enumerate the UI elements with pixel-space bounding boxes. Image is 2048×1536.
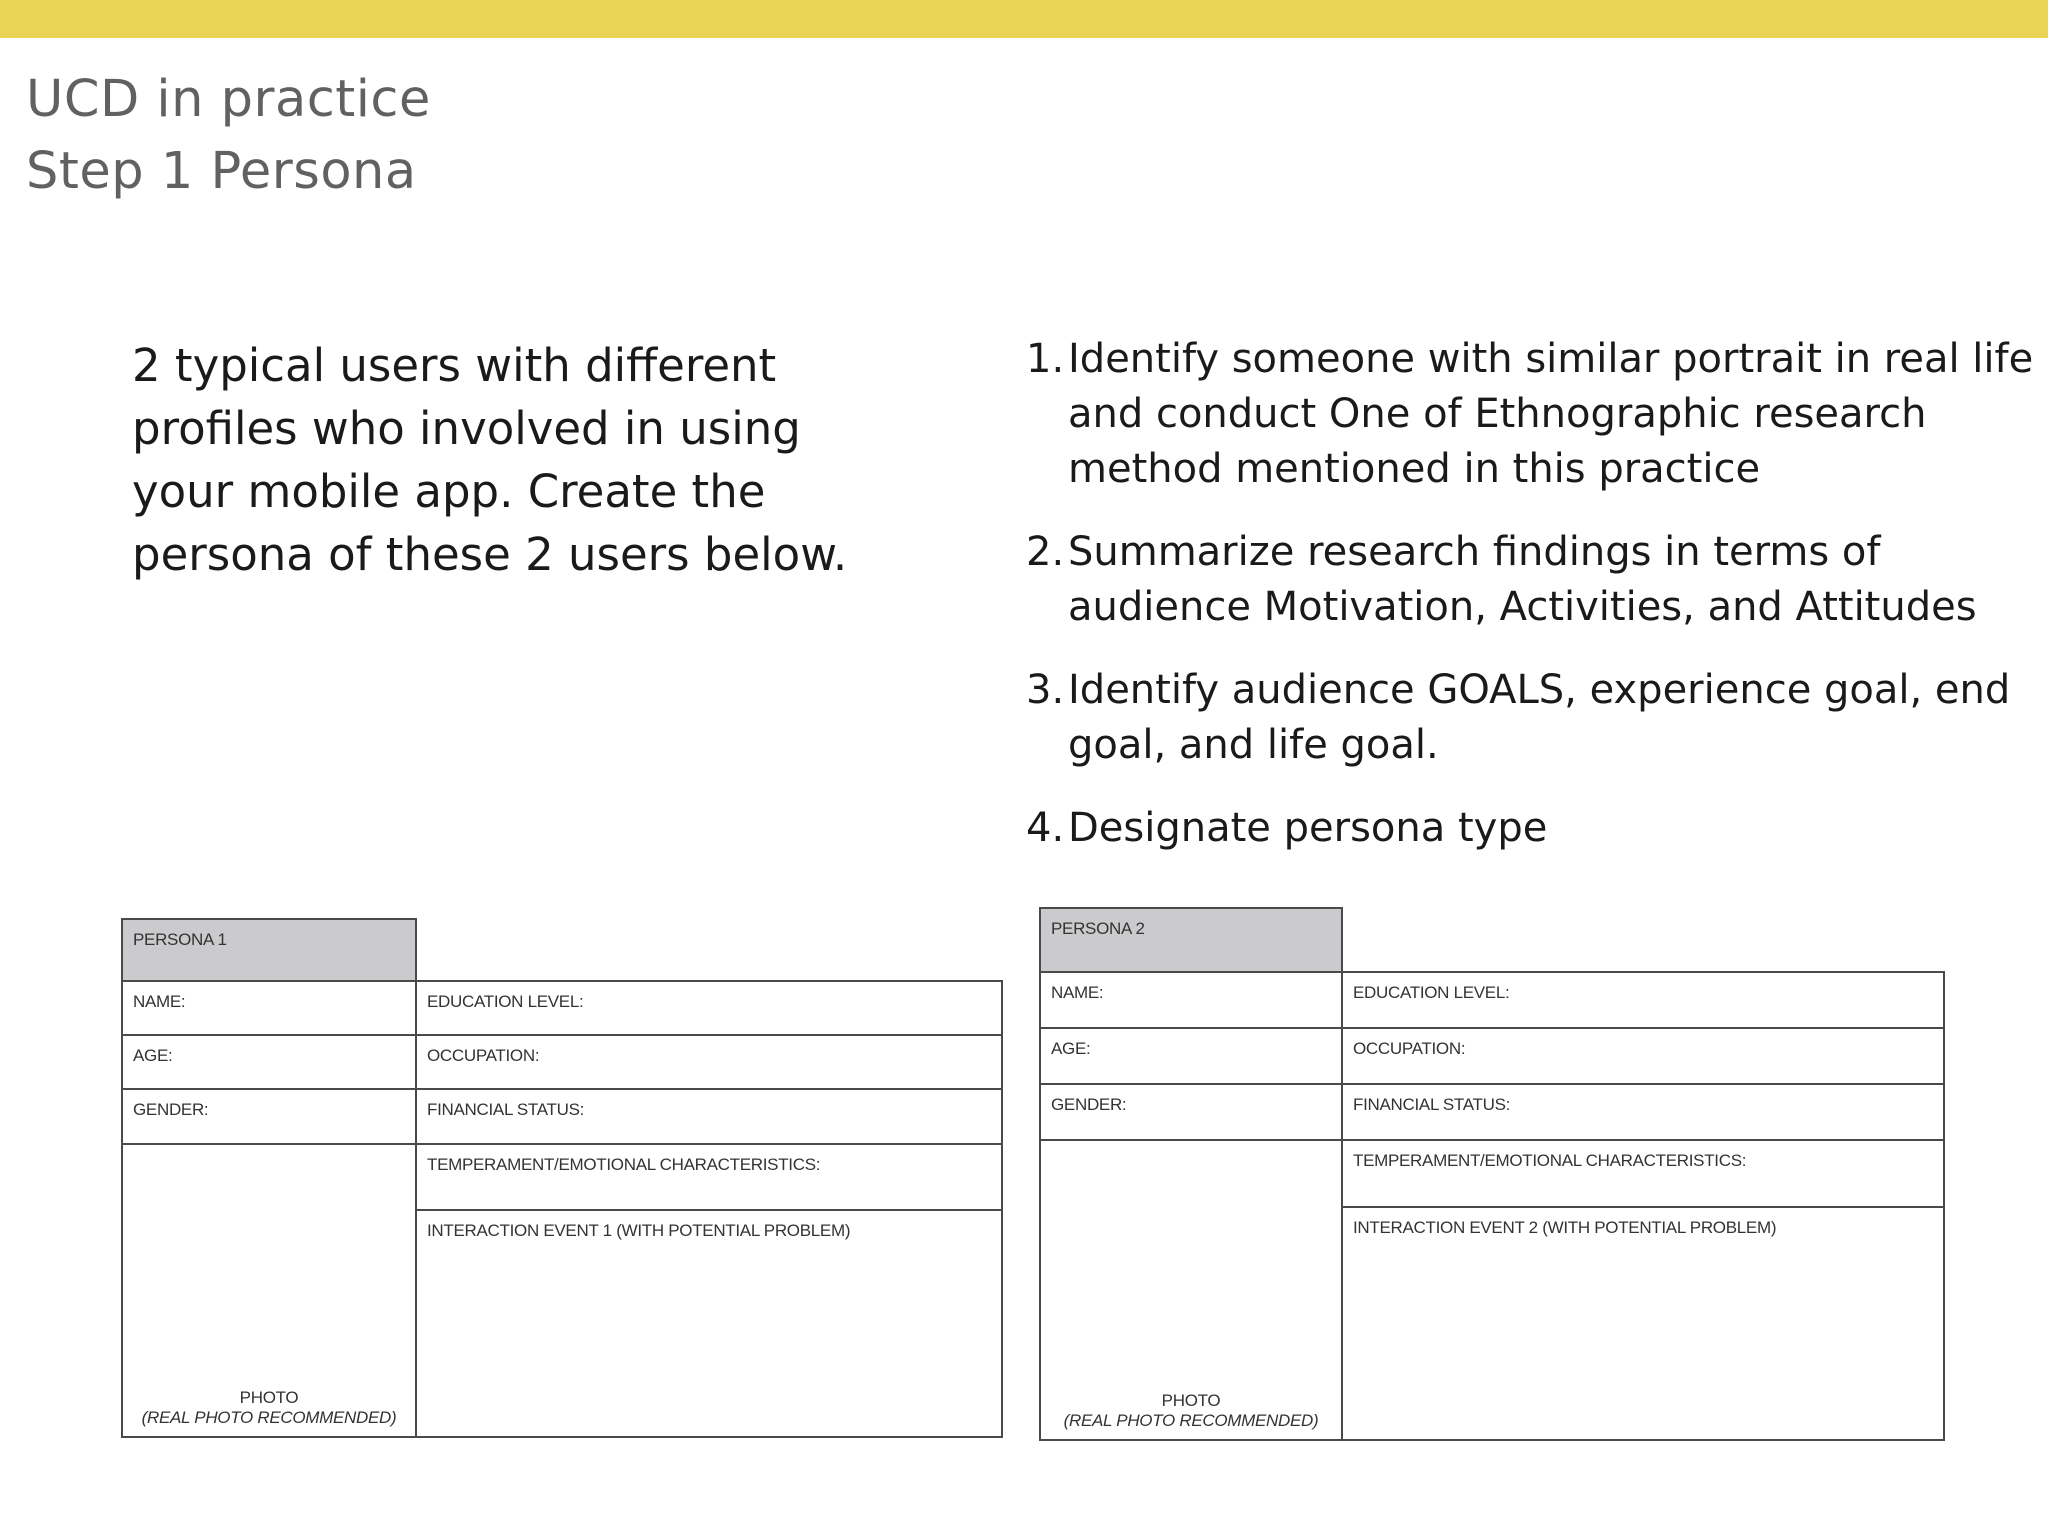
name-label: NAME:	[133, 992, 186, 1011]
intro-paragraph: 2 typical users with different profiles who involved in using your mobile app. Create the persona of these 2 users below.	[132, 339, 848, 581]
persona-2-name-field[interactable]	[1039, 971, 1343, 1029]
interaction-label: INTERACTION EVENT 2 (WITH POTENTIAL PROBLEM)	[1353, 1218, 1777, 1237]
step-item	[1026, 525, 2036, 635]
persona-2-header-label: PERSONA 2	[1051, 919, 1145, 938]
occupation-label: OCCUPATION:	[1353, 1039, 1466, 1058]
step-item	[1026, 801, 2036, 856]
persona-1-temperament-field[interactable]	[415, 1143, 1003, 1211]
persona-2-financial-field[interactable]	[1341, 1083, 1945, 1141]
step-number: 3.	[1026, 667, 1065, 713]
financial-label: FINANCIAL STATUS:	[427, 1100, 585, 1119]
top-accent-bar	[0, 0, 2048, 38]
name-label: NAME:	[1051, 983, 1104, 1002]
age-label: AGE:	[1051, 1039, 1091, 1058]
step-text: Identify someone with similar portrait in real life and conduct One of Ethnographic research method mentioned in this practice	[1068, 336, 2034, 492]
persona-1-form	[121, 918, 1003, 1438]
step-number: 4.	[1026, 805, 1065, 851]
persona-2-education-field[interactable]	[1341, 971, 1945, 1029]
education-label: EDUCATION LEVEL:	[427, 992, 584, 1011]
step-text: Identify audience GOALS, experience goal, end goal, and life goal.	[1068, 667, 2011, 768]
step-text: Designate persona type	[1068, 805, 1548, 851]
step-number: 1.	[1026, 336, 1065, 382]
persona-1-header-label: PERSONA 1	[133, 930, 227, 949]
step-number: 2.	[1026, 529, 1065, 575]
gender-label: GENDER:	[133, 1100, 209, 1119]
persona-1-photo-area[interactable]	[121, 1143, 417, 1438]
persona-2-temperament-field[interactable]	[1341, 1139, 1945, 1208]
occupation-label: OCCUPATION:	[427, 1046, 540, 1065]
photo-sublabel: (REAL PHOTO RECOMMENDED)	[141, 1408, 397, 1427]
persona-1-age-field[interactable]	[121, 1034, 417, 1090]
persona-2-header	[1039, 907, 1343, 973]
persona-2-photo-area[interactable]	[1039, 1139, 1343, 1441]
photo-caption	[123, 1388, 415, 1428]
persona-1-name-field[interactable]	[121, 980, 417, 1036]
steps-list	[1026, 332, 2036, 884]
step-item	[1026, 663, 2036, 773]
financial-label: FINANCIAL STATUS:	[1353, 1095, 1511, 1114]
persona-1-occupation-field[interactable]	[415, 1034, 1003, 1090]
photo-label: PHOTO	[239, 1388, 299, 1407]
slide-title-line-2: Step 1 Persona	[26, 142, 417, 201]
persona-2-gender-field[interactable]	[1039, 1083, 1343, 1141]
step-text: Summarize research findings in terms of audience Motivation, Activities, and Attitudes	[1068, 529, 1977, 630]
age-label: AGE:	[133, 1046, 173, 1065]
persona-2-interaction-field[interactable]	[1341, 1206, 1945, 1441]
interaction-label: INTERACTION EVENT 1 (WITH POTENTIAL PROBLEM)	[427, 1221, 851, 1240]
temperament-label: TEMPERAMENT/EMOTIONAL CHARACTERISTICS:	[1353, 1151, 1747, 1170]
education-label: EDUCATION LEVEL:	[1353, 983, 1510, 1002]
slide-title-line-1: UCD in practice	[26, 70, 431, 129]
photo-caption	[1041, 1391, 1341, 1431]
photo-label: PHOTO	[1161, 1391, 1221, 1410]
persona-1-financial-field[interactable]	[415, 1088, 1003, 1145]
persona-1-interaction-field[interactable]	[415, 1209, 1003, 1438]
slide-title	[26, 64, 431, 208]
persona-2-age-field[interactable]	[1039, 1027, 1343, 1085]
temperament-label: TEMPERAMENT/EMOTIONAL CHARACTERISTICS:	[427, 1155, 821, 1174]
persona-1-gender-field[interactable]	[121, 1088, 417, 1145]
persona-1-education-field[interactable]	[415, 980, 1003, 1036]
photo-sublabel: (REAL PHOTO RECOMMENDED)	[1063, 1411, 1319, 1430]
gender-label: GENDER:	[1051, 1095, 1127, 1114]
persona-2-form	[1039, 907, 1945, 1441]
step-item	[1026, 332, 2036, 497]
persona-1-header	[121, 918, 417, 982]
persona-2-occupation-field[interactable]	[1341, 1027, 1945, 1085]
